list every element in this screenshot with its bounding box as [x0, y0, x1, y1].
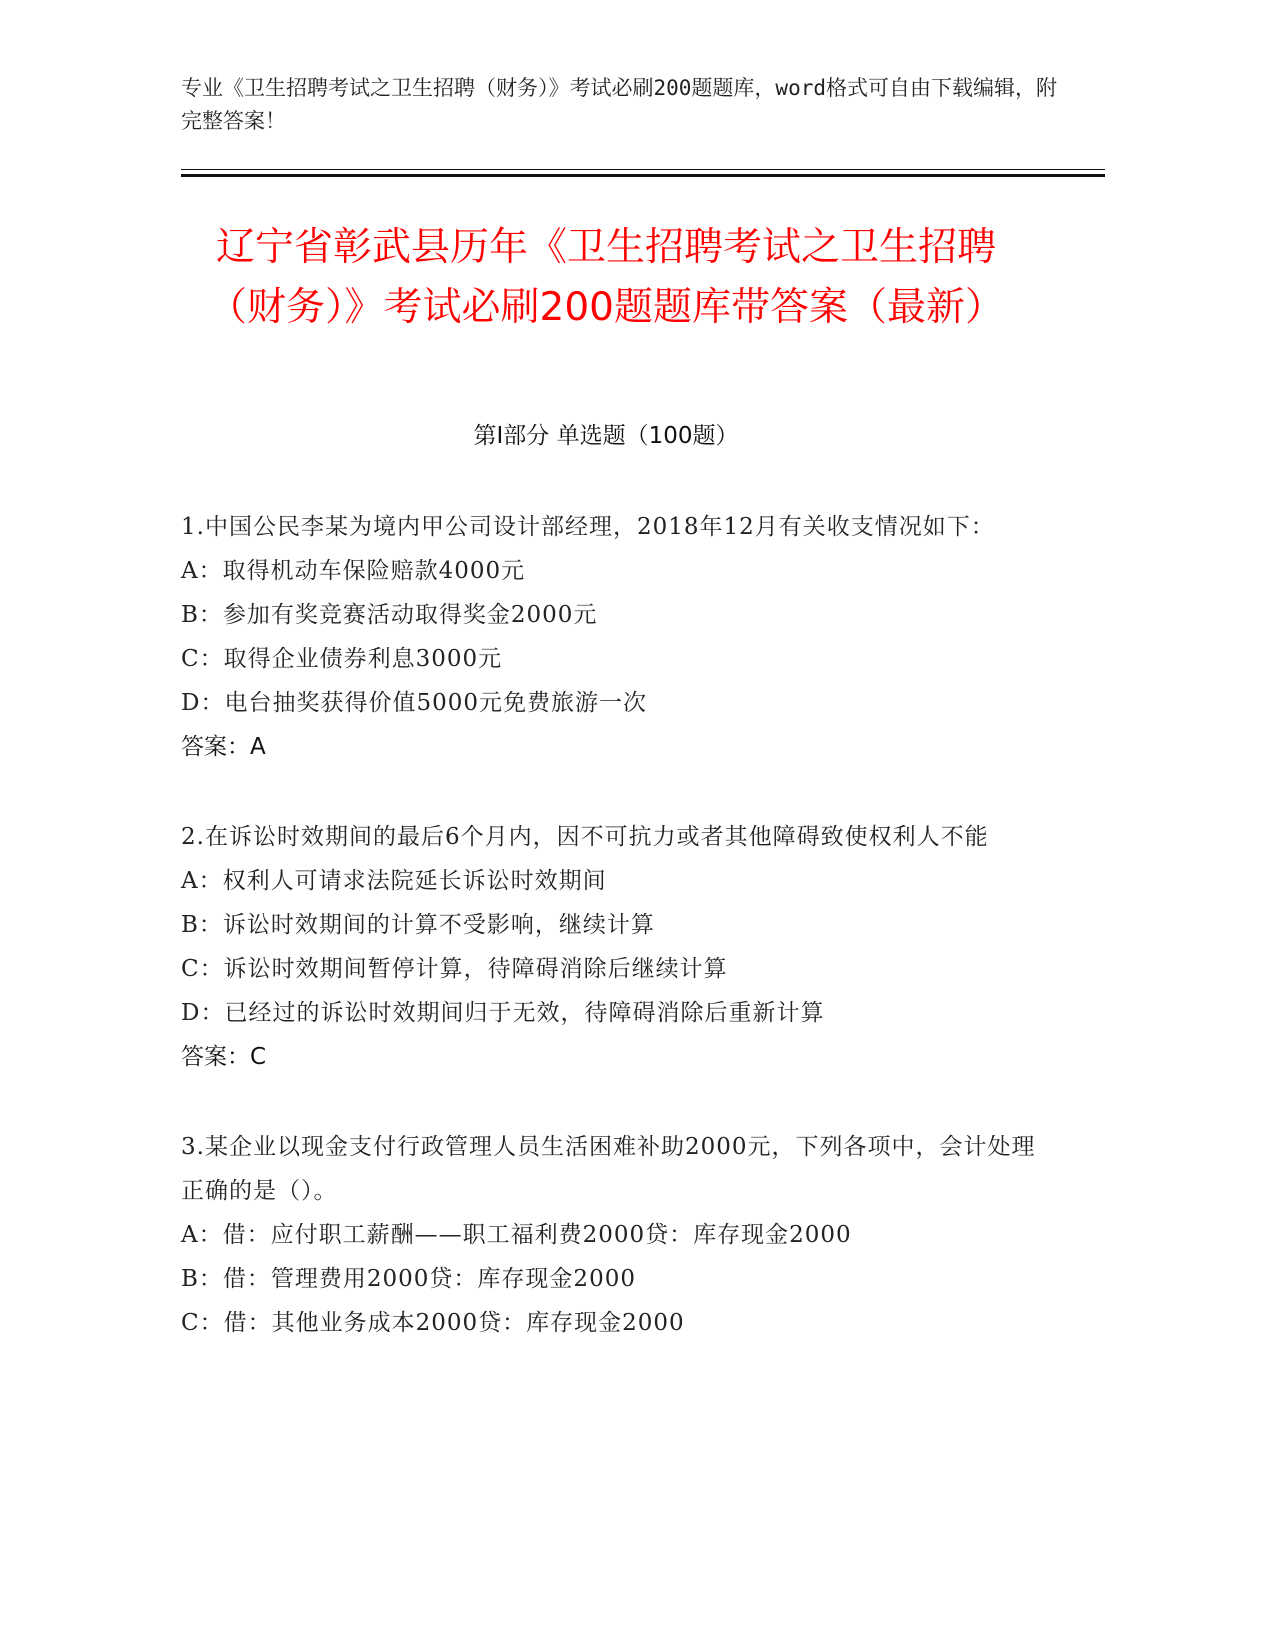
option-d: D：电台抽奖获得价值5000元免费旅游一次 [181, 690, 647, 716]
question-stem: 2.在诉讼时效期间的最后6个月内，因不可抗力或者其他障碍致使权利人不能 [181, 824, 989, 850]
question-list [181, 505, 1041, 1391]
option-c: C：取得企业债券利息3000元 [181, 646, 503, 672]
question-3 [181, 1125, 1041, 1345]
option-d: D：已经过的诉讼时效期间归于无效，待障碍消除后重新计算 [181, 1000, 825, 1026]
option-c: C：诉讼时效期间暂停计算，待障碍消除后继续计算 [181, 956, 728, 982]
header-divider-thick [181, 174, 1105, 177]
question-2 [181, 815, 1041, 1079]
question-1 [181, 505, 1041, 769]
option-a: A：权利人可请求法院延长诉讼时效期间 [181, 868, 607, 894]
answer-line: 答案：A [181, 734, 266, 760]
question-stem: 1.中国公民李某为境内甲公司设计部经理，2018年12月有关收支情况如下： [181, 514, 995, 540]
document-title: 辽宁省彰武县历年《卫生招聘考试之卫生招聘（财务）》考试必刷200题题库带答案（最新） [208, 225, 1004, 330]
option-b: B：诉讼时效期间的计算不受影响，继续计算 [181, 912, 655, 938]
option-b: B：借：管理费用2000贷：库存现金2000 [181, 1266, 636, 1292]
option-b: B：参加有奖竞赛活动取得奖金2000元 [181, 602, 598, 628]
header-note: 专业《卫生招聘考试之卫生招聘（财务）》考试必刷200题题库，word格式可自由下载编辑，附完整答案！ [181, 76, 1057, 133]
question-stem: 3.某企业以现金支付行政管理人员生活困难补助2000元，下列各项中，会计处理正确的是（）。 [181, 1134, 1036, 1204]
option-c: C：借：其他业务成本2000贷：库存现金2000 [181, 1310, 685, 1336]
section-heading: 第I部分 单选题（100题） [473, 423, 739, 449]
option-a: A：借：应付职工薪酬——职工福利费2000贷：库存现金2000 [181, 1222, 852, 1248]
header-divider-thin [181, 169, 1105, 170]
answer-line: 答案：C [181, 1044, 267, 1070]
option-a: A：取得机动车保险赔款4000元 [181, 558, 526, 584]
